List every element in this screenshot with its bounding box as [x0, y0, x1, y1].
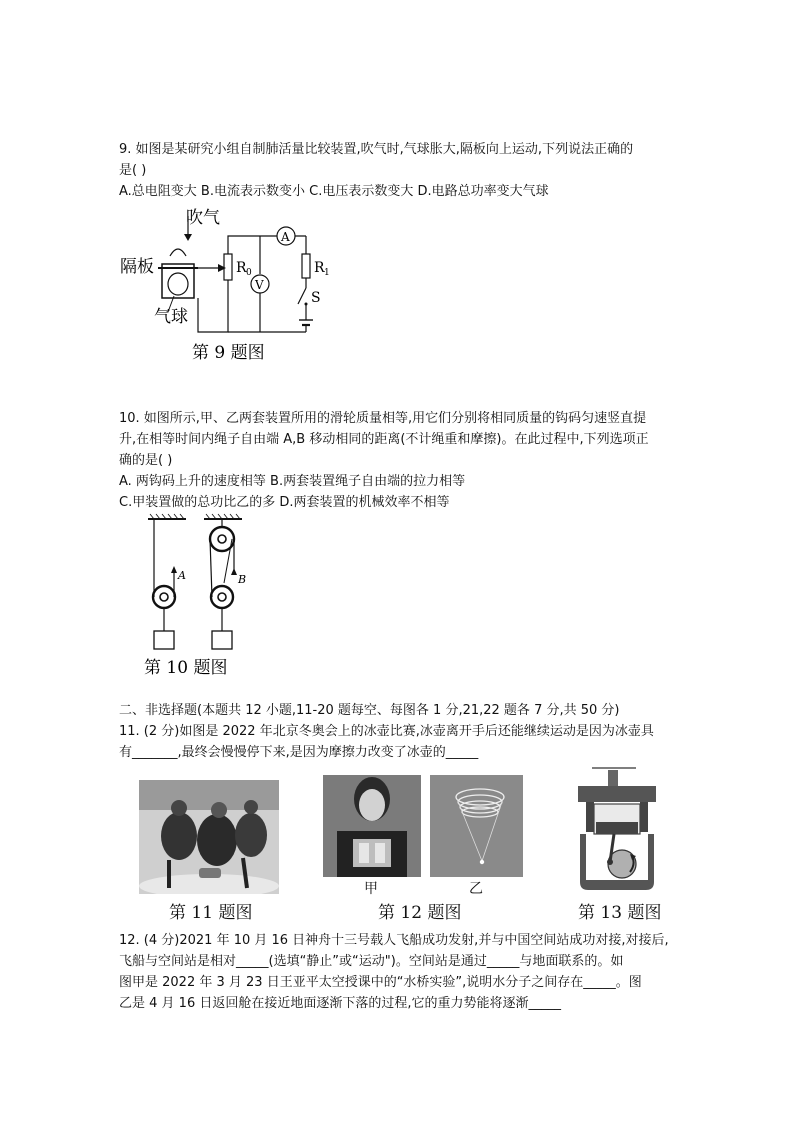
q12-line3: 图甲是 2022 年 3 月 23 日王亚平太空授课中的“水桥实验”,说明水分子之间存在_____。图	[119, 975, 642, 990]
q9-switch-label: S	[311, 290, 321, 306]
q11-line2: 有_______,最终会慢慢停下来,是因为摩擦力改变了冰壶的_____	[119, 745, 479, 760]
q9-line2: 是( )	[119, 163, 147, 178]
q12-line2: 飞船与空间站是相对_____(选填“静止”或“运动")。空间站是通过_____与地面联系的。如	[119, 954, 624, 969]
q12-label-jia: 甲	[364, 881, 378, 897]
q9-blow-label: 吹气	[186, 208, 220, 228]
q10-line2: 升,在相等时间内绳子自由端 A,B 移动相同的距离(不计绳重和摩擦)。在此过程中,下列选项正	[119, 432, 649, 447]
q10-label-a: A	[178, 569, 186, 582]
q10-options-cd: C.甲装置做的总功比乙的多 D.两套装置的机械效率不相等	[119, 495, 450, 510]
q10-line3: 确的是( )	[119, 453, 173, 468]
q10-options-ab: A. 两钩码上升的速度相等 B.两套装置绳子自由端的拉力相等	[119, 474, 466, 489]
q9-voltmeter-label: V	[255, 278, 264, 292]
q10-pulley-figure	[138, 513, 258, 678]
q12-figure-caption: 第 12 题图	[378, 903, 462, 923]
q9-balloon-label: 气球	[154, 307, 188, 327]
q9-options: A.总电阻变大 B.电流表示数变小 C.电压表示数变大 D.电路总功率变大气球	[119, 184, 549, 199]
q9-ammeter-label: A	[281, 230, 290, 244]
q9-figure-caption: 第 9 题图	[192, 343, 265, 363]
q10-line1: 10. 如图所示,甲、乙两套装置所用的滑轮质量相等,用它们分别将相同质量的钩码匀速竖直提	[119, 411, 647, 426]
q11-curling-photo	[139, 780, 279, 894]
q10-figure-caption: 第 10 题图	[144, 658, 228, 678]
svg-text:1: 1	[324, 268, 330, 278]
q12-capsule-photo	[430, 775, 523, 877]
q12-water-bridge-photo	[323, 775, 421, 877]
q13-engine-figure	[574, 764, 664, 894]
q9-partition-label: 隔板	[120, 257, 154, 277]
q11-figure-caption: 第 11 题图	[169, 903, 253, 923]
section-two-heading: 二、非选择题(本题共 12 小题,11-20 题每空、每图各 1 分,21,22 题各 7 分,共 50 分)	[119, 703, 620, 718]
q12-line1: 12. (4 分)2021 年 10 月 16 日神舟十三号载人飞船成功发射,并与中国空间站成功对接,对接后,	[119, 933, 669, 948]
q12-label-yi: 乙	[469, 881, 483, 897]
q9-line1: 9. 如图是某研究小组自制肺活量比较装置,吹气时,气球胀大,隔板向上运动,下列说法正确的	[119, 142, 634, 157]
q9-circuit-figure	[118, 204, 338, 364]
q10-label-b: B	[238, 573, 247, 586]
svg-text:R: R	[314, 260, 325, 276]
svg-text:R: R	[236, 260, 247, 276]
q11-line1: 11. (2 分)如图是 2022 年北京冬奥会上的冰壶比赛,冰壶离开手后还能继续运动是因为冰壶具	[119, 724, 654, 739]
svg-text:0: 0	[246, 268, 252, 278]
q12-line4: 乙是 4 月 16 日返回舱在接近地面逐渐下落的过程,它的重力势能将逐渐_____	[119, 996, 561, 1011]
q13-figure-caption: 第 13 题图	[578, 903, 662, 923]
